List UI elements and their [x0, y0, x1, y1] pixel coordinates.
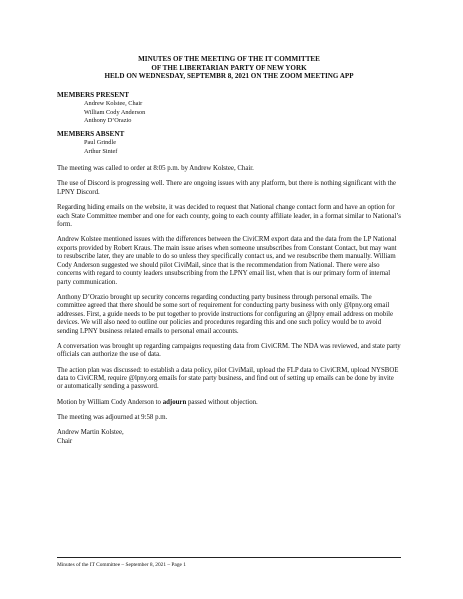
motion-text-before: Motion by William Cody Anderson to: [57, 398, 163, 406]
paragraph-discord: The use of Discord is progressing well. There are ongoing issues with any platform, but there is nothing significant with the LPNY Discord.: [57, 180, 396, 196]
paragraph-security: Anthony D’Orazio brought up security concerns regarding conducting party business through personal emails. The committee agreed that there should be some sort of requirement for conducting party business with only @lpny.org email addresses. First, a guide needs to be put together to provide instructions for configuring an @lpny email address on mobile devices. We will also need to outline our policies and procedures regarding this and one such policy would be to avoid sending LPNY business related emails to personal email accounts.: [57, 293, 394, 335]
paragraph-hiding-emails: Regarding hiding emails on the website, it was decided to request that National change contact form and have an option for each State Committee member and one for each county, going to each county affiliate leader, in a format similar to National’s form.: [57, 204, 401, 228]
motion-adjourn-bold: adjourn: [162, 398, 187, 406]
members-present-heading: MEMBERS PRESENT: [57, 91, 130, 100]
member-present: Andrew Kolstee, Chair: [84, 100, 143, 108]
paragraph-campaign-data: A conversation was brought up regarding campaigns requesting data from CiviCRM. The NDA was reviewed, and state party officials can authorize the use of data.: [57, 342, 401, 359]
paragraph-action-plan: The action plan was discussed: to establish a data policy, pilot CiviMail, upload the FLP data to CiviCRM, upload NYSBOE data to CiviCRM, require @lpny.org emails for state party business, and find out of setting up emails can be done by invite or automatically sending a password.: [57, 366, 399, 391]
members-present-list: [84, 100, 401, 125]
members-absent-list: [84, 139, 401, 156]
title-line-3: HELD ON WEDNESDAY, SEPTEMBR 8, 2021 ON THE ZOOM MEETING APP: [104, 72, 354, 81]
document-title: [57, 55, 401, 81]
page-footer: Minutes of the IT Committee – September 8, 2021 – Page 1: [57, 562, 186, 568]
title-line-2: OF THE LIBERTARIAN PARTY OF NEW YORK: [151, 63, 307, 72]
signature-name: Andrew Martin Kolstee,: [57, 429, 124, 437]
signature-role: Chair: [57, 437, 73, 445]
member-absent: Paul Grindle: [84, 139, 117, 147]
paragraph-motion: [57, 399, 401, 407]
title-line-1: MINUTES OF THE MEETING OF THE IT COMMITTEE: [138, 55, 320, 63]
paragraph-civicrm-export: Andrew Kolstee mentioned issues with the differences between the CiviCRM export data and the data from the LP National exports provided by Robert Kraus. The main issue arises when someone unsubscribes from Constant Contact, but may want to resubscribe later, they are unable to do so unless they specifically contact us, and we resubscribe them manually. William Cody Anderson suggested we should pilot CiviMail, since that is the recommendation from National. There were also concerns with regard to county leaders unsubscribing from the LPNY email list, when that is our primary form of internal party communication.: [57, 236, 397, 286]
members-absent-heading: MEMBERS ABSENT: [57, 130, 125, 139]
member-present: William Cody Anderson: [84, 108, 146, 116]
member-absent: Arthur Sintef: [84, 147, 118, 155]
motion-text-after: passed without objection.: [186, 398, 258, 406]
footer-divider: [57, 557, 401, 558]
paragraph-call-to-order: The meeting was called to order at 8:05 p.m. by Andrew Kolstee, Chair.: [57, 165, 254, 173]
member-present: Anthony D’Orazio: [84, 116, 132, 124]
paragraph-adjourned: The meeting was adjourned at 9:58 p.m.: [57, 413, 168, 421]
